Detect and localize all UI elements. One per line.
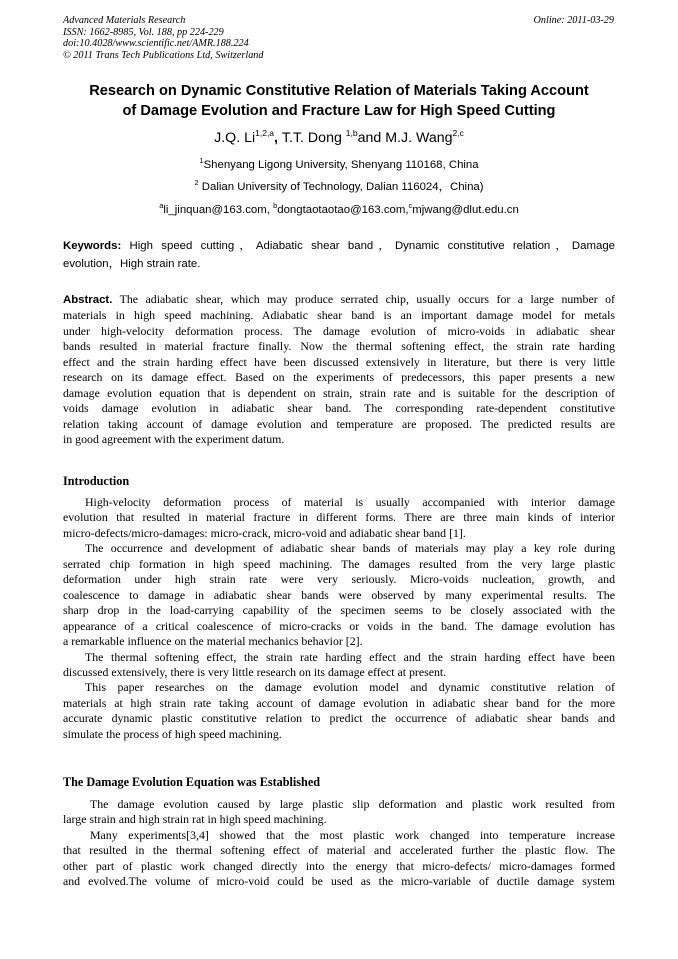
- introduction-body: [63, 495, 615, 742]
- abstract-block: [63, 292, 615, 448]
- online-date-text: Online: 2011-03-29: [533, 15, 614, 26]
- affiliation-2-text: Dalian University of Technology, Dalian 116024，China): [198, 181, 484, 193]
- author-2-name: T.T. Dong: [281, 130, 346, 146]
- author-3-sup: 2,c: [452, 128, 464, 138]
- title-line-1: Research on Dynamic Constitutive Relation of Materials Taking Account: [89, 83, 589, 99]
- intro-line: appearance of a critical coalescence of micro-cracks or voids in the band. The damage evolution has: [63, 618, 615, 633]
- abstract-label: Abstract.: [63, 294, 113, 306]
- email-a-sup: a: [159, 201, 164, 210]
- intro-line: materials at high strain rate taking account of damage evolution in adiabatic shear band for the more: [63, 695, 615, 710]
- damage-line: and evolved.The volume of micro-void could be used as the micro-variable of ductile damage system: [63, 874, 615, 889]
- author-2-sup: 1,b: [345, 128, 358, 138]
- abstract-line: relation taking account of damage evolution and temperature are proposed. The predicted results are: [63, 416, 615, 431]
- intro-line: The occurrence and development of adiabatic shear bands of materials may play a key role during: [85, 541, 615, 556]
- author-3-name: and M.J. Wang: [357, 130, 453, 146]
- author-1-name: J.Q. Li: [214, 130, 256, 146]
- damage-line: large strain and high strain rat in high speed machining.: [63, 812, 327, 827]
- email-c-sup: c: [408, 201, 413, 210]
- affiliation-1: [0, 158, 678, 172]
- intro-line: High-velocity deformation process of material is usually accompanied with interior damage: [85, 495, 615, 509]
- intro-line: simulate the process of high speed machining.: [63, 726, 282, 741]
- intro-line: deformation under high strain rate were very seriously. Micro-voids nucleation, growth, and: [63, 572, 615, 587]
- journal-name: Advanced Materials Research: [63, 15, 186, 26]
- email-b: dongtaotaotao@163.com,: [277, 204, 409, 216]
- email-b-sup: b: [273, 201, 278, 210]
- damage-line: other part of plastic work changed directly into the energy that micro-defects/ micro-damages formed: [63, 858, 615, 873]
- online-date: [534, 15, 614, 27]
- affiliation-2: [0, 180, 678, 194]
- introduction-heading: Introduction: [63, 474, 130, 488]
- abstract-line: [63, 292, 615, 308]
- paper-title: [50, 81, 628, 121]
- intro-line: serrated chip formation in high speed machining. The damages resulted from the very large plastic: [63, 556, 615, 571]
- abstract-line: effect and the strain harding effect have been discussed extensively in literature, but there is very little: [63, 354, 615, 369]
- intro-line: This paper researches on the damage evolution model and dynamic constitutive relation of: [85, 680, 615, 695]
- abstract-line: bands resulted in material fracture finally. Now the thermal softening effect, the strain rate harding: [63, 339, 615, 354]
- issn-line: ISSN: 1662-8985, Vol. 188, pp 224-229: [63, 26, 224, 38]
- journal-header: [63, 15, 483, 61]
- intro-line: discussed extensively, there is very little research on its damage effect at present.: [63, 664, 447, 679]
- keywords-line-2: evolution，High strain rate.: [63, 257, 201, 270]
- damage-section-body: [63, 797, 615, 890]
- intro-line: evolution that resulted in material fracture in different forms. There are three main kinds of interior: [63, 510, 615, 525]
- author-emails: [0, 203, 678, 217]
- affiliation-1-sup: 1: [199, 156, 204, 165]
- affiliation-1-text: Shenyang Ligong University, Shenyang 110168, China: [203, 159, 479, 171]
- author-list: [0, 129, 678, 147]
- abstract-line: materials in high speed machining. Adiabatic shear band is an important damage model for metals: [63, 308, 615, 323]
- intro-line: sharp drop in the load-carrying capability of the specimen seems to be closely associated with the: [63, 603, 615, 618]
- doi-line: doi:10.4028/www.scientific.net/AMR.188.224: [63, 38, 249, 50]
- keywords-text-1: High speed cutting，Adiabatic shear band，Dynamic constitutive relation，Damage: [121, 240, 615, 252]
- abstract-line: under high-velocity deformation process. The damage evolution of micro-voids in adiabatic shear: [63, 323, 615, 338]
- abstract-line-text: The adiabatic shear, which may produce serrated chip, usually occurs for a large number of: [112, 292, 615, 306]
- intro-line: The thermal softening effect, the strain rate harding effect and the strain harding effect have been: [85, 649, 615, 664]
- abstract-line: research on its damage effect. Based on the experiments of predecessors, this paper presents a new: [63, 370, 615, 385]
- intro-line: a remarkable influence on the material mechanics behavior [2].: [63, 634, 363, 649]
- title-line-2: of Damage Evolution and Fracture Law for High Speed Cutting: [122, 103, 556, 119]
- abstract-line: damage evolution equation that is dependent on strain, strain rate and is suitable for the description of: [63, 385, 615, 400]
- intro-line: micro-defects/micro-damages: micro-crack, micro-void and adiabatic shear band [1].: [63, 525, 466, 540]
- abstract-line: in good agreement with the experiment datum.: [63, 432, 285, 447]
- damage-line: The damage evolution caused by large plastic slip deformation and plastic work resulted from: [90, 797, 615, 811]
- email-a: li_jinquan@163.com,: [163, 204, 274, 216]
- keywords-label: Keywords:: [63, 240, 122, 252]
- affiliation-2-sup: 2: [194, 178, 199, 187]
- author-separator: ,: [274, 130, 282, 146]
- keywords-line-1: [63, 238, 615, 256]
- intro-line: accurate dynamic plastic constitutive relation to predict the occurrence of adiabatic shear bands and: [63, 711, 615, 726]
- intro-line: coalescence to damage in adiabatic shear bands were observed by many experimental results. The: [63, 587, 615, 602]
- keywords-block: [63, 238, 615, 273]
- copyright-line: © 2011 Trans Tech Publications Ltd, Switzerland: [63, 49, 264, 61]
- author-1-sup: 1,2,a: [255, 128, 275, 138]
- damage-section-heading: The Damage Evolution Equation was Established: [63, 775, 321, 789]
- abstract-line: voids damage evolution in adiabatic shear band. The corresponding rate-dependent constitutive: [63, 401, 615, 416]
- damage-line: that resulted in the thermal softening effect of material and accelerated further the plastic flow. The: [63, 843, 615, 858]
- email-c: mjwang@dlut.edu.cn: [412, 204, 519, 216]
- damage-line: Many experiments[3,4] showed that the most plastic work changed into temperature increase: [90, 827, 615, 842]
